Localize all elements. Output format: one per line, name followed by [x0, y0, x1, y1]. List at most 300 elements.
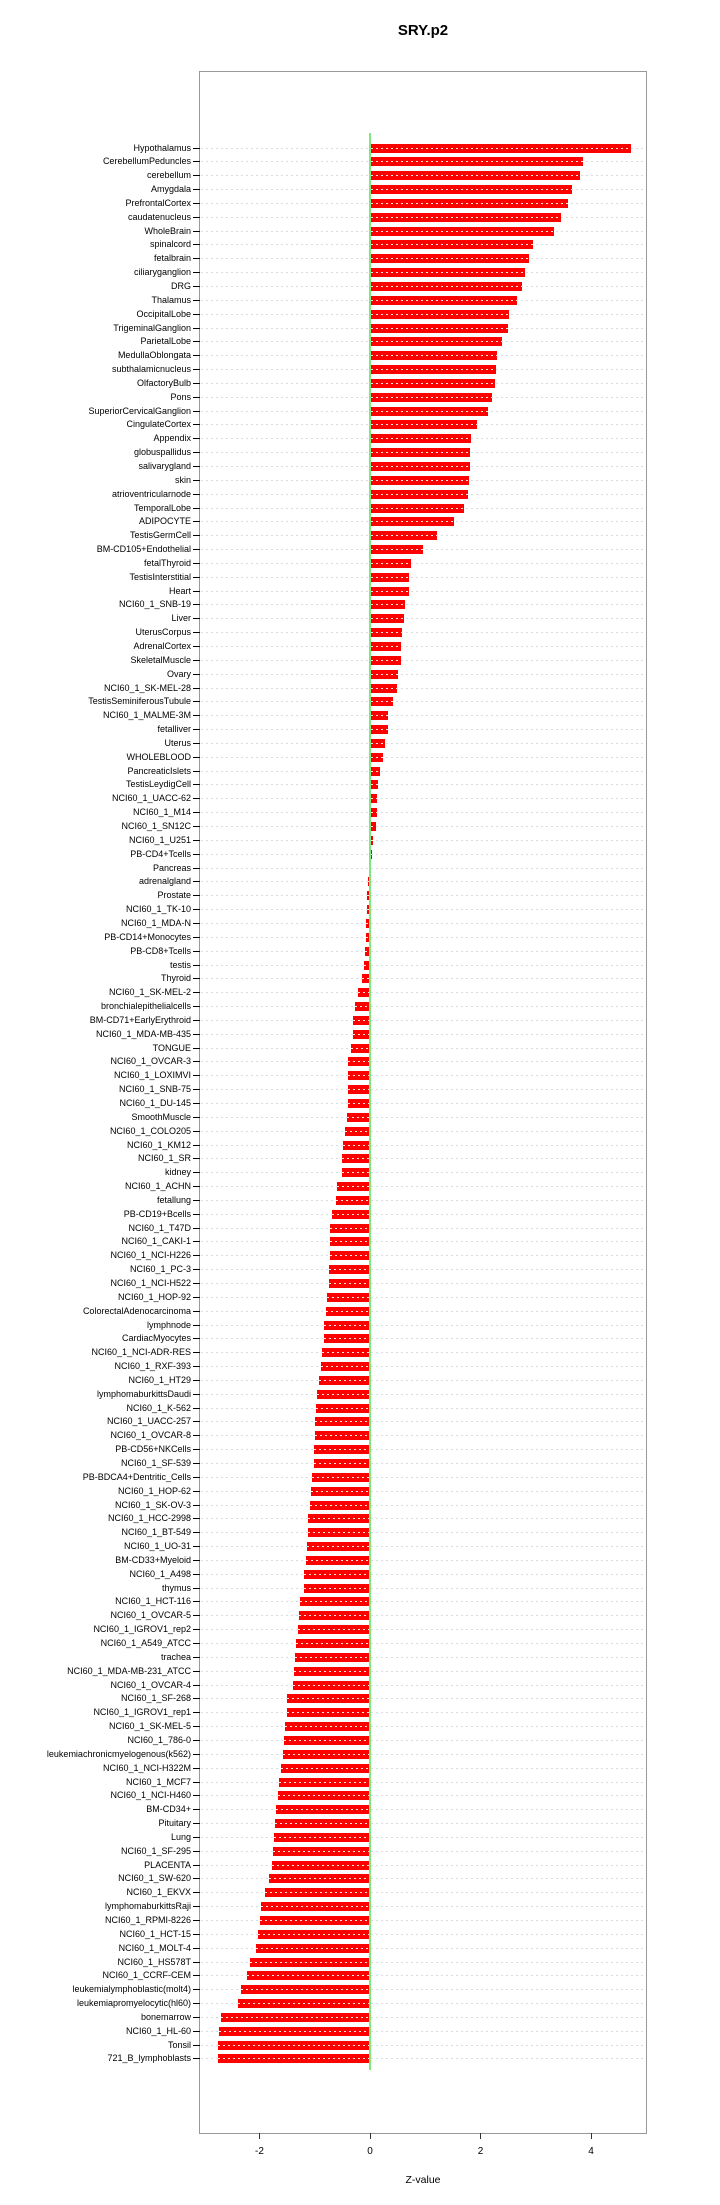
category-label: fetalThyroid [143, 557, 191, 568]
y-axis-tick [193, 1698, 200, 1699]
row-gridline [201, 1837, 645, 1838]
y-axis-tick [193, 1463, 200, 1464]
bar-NCI60_1_KM12 [343, 1141, 369, 1150]
bar-NCI60_1_OVCAR-8 [315, 1431, 369, 1440]
bar-NCI60_1_HL-60 [219, 2027, 369, 2036]
category-label: subthalamicnucleus [111, 364, 191, 375]
category-label: BM-CD71+EarlyErythroid [89, 1014, 191, 1025]
bar-CingulateCortex [371, 420, 477, 429]
category-label: NCI60_1_ACHN [124, 1181, 191, 1192]
row-gridline [201, 1311, 645, 1312]
bar-NCI60_1_NCI-H322M [281, 1764, 369, 1773]
bar-NCI60_1_HT29 [319, 1376, 369, 1385]
row-gridline [201, 812, 645, 813]
chart-title: SRY.p2 [397, 22, 449, 39]
y-axis-tick [193, 1103, 200, 1104]
bar-TONGUE [351, 1044, 369, 1053]
category-label: Tonsil [167, 2039, 191, 2050]
y-axis-tick [193, 1228, 200, 1229]
y-axis-tick [193, 1366, 200, 1367]
y-axis-tick [193, 965, 200, 966]
category-label: NCI60_1_MDA-MB-231_ATCC [67, 1665, 191, 1676]
bar-NCI60_1_PC-3 [329, 1265, 369, 1274]
y-axis-tick [193, 244, 200, 245]
bar-NCI60_1_RXF-393 [321, 1362, 369, 1371]
row-gridline [201, 1006, 645, 1007]
y-axis-tick [193, 383, 200, 384]
bar-BM-CD34+ [276, 1805, 369, 1814]
y-axis-tick [193, 1200, 200, 1201]
category-label: NCI60_1_HOP-62 [117, 1485, 191, 1496]
y-axis-tick [193, 1117, 200, 1118]
y-axis-tick [193, 1906, 200, 1907]
bar-NCI60_1_EKVX [265, 1888, 369, 1897]
bar-OccipitalLobe [371, 310, 509, 319]
y-axis-tick [193, 1601, 200, 1602]
bar-NCI60_1_DU-145 [348, 1099, 369, 1108]
row-gridline [201, 701, 645, 702]
row-gridline [201, 951, 645, 952]
y-axis-tick [193, 203, 200, 204]
y-axis-tick [193, 1158, 200, 1159]
row-gridline [201, 1768, 645, 1769]
y-axis-tick [193, 701, 200, 702]
x-axis-tick [480, 2133, 481, 2139]
category-label: Pituitary [158, 1818, 191, 1829]
bar-Lung [274, 1833, 369, 1842]
category-label: fetallung [156, 1194, 191, 1205]
y-axis-tick [193, 1975, 200, 1976]
bar-atrioventricularnode [371, 490, 468, 499]
y-axis-tick [193, 757, 200, 758]
bar-NCI60_1_UACC-62 [371, 794, 377, 803]
y-axis-tick [193, 411, 200, 412]
bar-NCI60_1_ACHN [337, 1182, 369, 1191]
row-gridline [201, 715, 645, 716]
y-axis-tick [193, 1920, 200, 1921]
y-axis-tick [193, 438, 200, 439]
category-label: bronchialepithelialcells [100, 1001, 191, 1012]
category-label: Thalamus [151, 294, 191, 305]
row-gridline [201, 895, 645, 896]
bar-Hypothalamus [371, 144, 631, 153]
category-label: PB-CD14+Monocytes [104, 931, 191, 942]
y-axis-tick [193, 1020, 200, 1021]
y-axis-tick [193, 466, 200, 467]
y-axis-tick [193, 1892, 200, 1893]
bar-SuperiorCervicalGanglion [371, 407, 488, 416]
row-gridline [201, 1408, 645, 1409]
bar-SkeletalMuscle [371, 656, 401, 665]
row-gridline [201, 1643, 645, 1644]
y-axis-tick [193, 1782, 200, 1783]
bar-NCI60_1_786-0 [284, 1736, 369, 1745]
row-gridline [201, 771, 645, 772]
category-label: NCI60_1_RXF-393 [114, 1361, 191, 1372]
bar-PB-CD19+Bcells [332, 1210, 369, 1219]
bar-PB-CD4+Tcells [371, 850, 372, 859]
row-gridline [201, 1325, 645, 1326]
bar-lymphomaburkittsDaudi [317, 1390, 369, 1399]
x-axis-tick [370, 2133, 371, 2139]
y-axis-tick [193, 1283, 200, 1284]
category-label: NCI60_1_K-562 [126, 1402, 191, 1413]
row-gridline [201, 757, 645, 758]
bar-ADIPOCYTE [371, 517, 454, 526]
y-axis-tick [193, 1311, 200, 1312]
y-axis-tick [193, 2045, 200, 2046]
y-axis-tick [193, 909, 200, 910]
bar-NCI60_1_SK-OV-3 [310, 1501, 369, 1510]
row-gridline [201, 1782, 645, 1783]
y-axis-tick [193, 1214, 200, 1215]
category-label: lymphomaburkittsDaudi [96, 1388, 191, 1399]
row-gridline [201, 978, 645, 979]
y-axis-tick [193, 1962, 200, 1963]
bar-Pituitary [275, 1819, 369, 1828]
category-label: Uterus [164, 737, 191, 748]
y-axis-tick [193, 798, 200, 799]
bar-NCI60_1_K-562 [316, 1404, 369, 1413]
row-gridline [201, 1131, 645, 1132]
category-label: Lung [170, 1831, 191, 1842]
category-label: BM-CD34+ [146, 1804, 191, 1815]
category-label: NCI60_1_HOP-92 [117, 1291, 191, 1302]
y-axis-tick [193, 355, 200, 356]
bar-globuspallidus [371, 448, 470, 457]
row-gridline [201, 1034, 645, 1035]
row-gridline [201, 1809, 645, 1810]
bar-caudatenucleus [371, 213, 561, 222]
y-axis-tick [193, 868, 200, 869]
y-axis-tick [193, 231, 200, 232]
bar-salivarygland [371, 462, 470, 471]
y-axis-tick [193, 895, 200, 896]
category-label: NCI60_1_UO-31 [123, 1541, 191, 1552]
bar-NCI60_1_SF-295 [273, 1847, 369, 1856]
row-gridline [201, 1186, 645, 1187]
y-axis-tick [193, 1629, 200, 1630]
x-axis-tick-label: 4 [588, 2146, 594, 2157]
category-label: PLACENTA [144, 1859, 191, 1870]
row-gridline [201, 1754, 645, 1755]
category-label: CerebellumPeduncles [102, 156, 191, 167]
bar-Tonsil [218, 2041, 369, 2050]
category-label: NCI60_1_SW-620 [118, 1873, 191, 1884]
y-axis-tick [193, 1255, 200, 1256]
category-label: Pancreas [152, 862, 191, 873]
row-gridline [201, 1380, 645, 1381]
y-axis-tick [193, 1145, 200, 1146]
y-axis-tick [193, 1172, 200, 1173]
row-gridline [201, 1518, 645, 1519]
y-axis-tick [193, 258, 200, 259]
bar-subthalamicnucleus [371, 365, 496, 374]
row-gridline [201, 1214, 645, 1215]
y-axis-tick [193, 881, 200, 882]
category-label: TrigeminalGanglion [113, 322, 191, 333]
row-gridline [201, 577, 645, 578]
row-gridline [201, 1020, 645, 1021]
bar-TrigeminalGanglion [371, 324, 508, 333]
bar-Ovary [371, 670, 398, 679]
category-label: NCI60_1_SK-MEL-28 [103, 682, 191, 693]
y-axis-tick [193, 1089, 200, 1090]
category-label: spinalcord [149, 239, 191, 250]
bar-NCI60_1_SR [342, 1154, 369, 1163]
row-gridline [201, 1172, 645, 1173]
row-gridline [201, 604, 645, 605]
x-axis-tick [259, 2133, 260, 2139]
bar-721_B_lymphoblasts [218, 2054, 369, 2063]
category-label: NCI60_1_MOLT-4 [118, 1942, 191, 1953]
category-label: NCI60_1_KM12 [126, 1139, 191, 1150]
y-axis-tick [193, 937, 200, 938]
category-label: TestisInterstitial [129, 571, 191, 582]
category-label: WholeBrain [144, 225, 191, 236]
y-axis-tick [193, 286, 200, 287]
category-label: adrenalgland [138, 876, 191, 887]
row-gridline [201, 1158, 645, 1159]
category-label: NCI60_1_RPMI-8226 [104, 1914, 191, 1925]
y-axis-tick [193, 1380, 200, 1381]
bar-NCI60_1_NCI-H226 [330, 1251, 369, 1260]
category-label: NCI60_1_MDA-N [120, 917, 191, 928]
row-gridline [201, 923, 645, 924]
bar-DRG [371, 282, 522, 291]
category-label: NCI60_1_PC-3 [129, 1264, 191, 1275]
category-label: PancreaticIslets [127, 765, 191, 776]
category-label: MedullaOblongata [117, 350, 191, 361]
category-label: NCI60_1_U251 [128, 834, 191, 845]
bar-PB-CD56+NKCells [314, 1445, 369, 1454]
category-label: NCI60_1_786-0 [127, 1734, 191, 1745]
y-axis-tick [193, 424, 200, 425]
bar-spinalcord [371, 240, 533, 249]
bar-NCI60_1_SK-MEL-5 [285, 1722, 369, 1731]
category-label: NCI60_1_SK-OV-3 [114, 1499, 191, 1510]
y-axis-tick [193, 2058, 200, 2059]
category-label: Pons [170, 391, 191, 402]
y-axis-tick [193, 1795, 200, 1796]
row-gridline [201, 632, 645, 633]
category-label: PrefrontalCortex [125, 197, 191, 208]
row-gridline [201, 1048, 645, 1049]
bar-NCI60_1_SK-MEL-28 [371, 684, 397, 693]
category-label: Liver [171, 613, 191, 624]
category-label: NCI60_1_A498 [129, 1568, 191, 1579]
y-axis-tick [193, 1131, 200, 1132]
y-axis-tick [193, 577, 200, 578]
category-label: BM-CD105+Endothelial [96, 544, 191, 555]
category-label: DRG [171, 280, 191, 291]
bar-bronchialepithelialcells [355, 1002, 369, 1011]
category-label: salivarygland [138, 460, 191, 471]
category-label: NCI60_1_HT29 [128, 1374, 191, 1385]
bar-NCI60_1_COLO205 [345, 1127, 369, 1136]
y-axis-tick [193, 1075, 200, 1076]
category-label: AdrenalCortex [133, 641, 191, 651]
category-label: ciliaryganglion [133, 267, 191, 278]
category-label: lymphomaburkittsRaji [104, 1901, 191, 1912]
category-label: NCI60_1_SN12C [121, 821, 191, 832]
bar-PancreaticIslets [371, 767, 380, 776]
y-axis-tick [193, 1560, 200, 1561]
row-gridline [201, 784, 645, 785]
bar-fetallung [336, 1196, 369, 1205]
y-axis-tick [193, 1352, 200, 1353]
row-gridline [201, 1574, 645, 1575]
y-axis-tick [193, 978, 200, 979]
row-gridline [201, 909, 645, 910]
category-label: NCI60_1_SK-MEL-5 [108, 1721, 191, 1732]
bar-fetalThyroid [371, 559, 411, 568]
row-gridline [201, 1685, 645, 1686]
y-axis-tick [193, 951, 200, 952]
category-label: ADIPOCYTE [138, 516, 191, 527]
bar-NCI60_1_LOXIMVI [348, 1071, 369, 1080]
bar-Thalamus [371, 296, 517, 305]
row-gridline [201, 1560, 645, 1561]
row-gridline [201, 1477, 645, 1478]
row-gridline [201, 1089, 645, 1090]
category-label: NCI60_1_HCT-116 [115, 1596, 191, 1607]
category-label: NCI60_1_LOXIMVI [113, 1070, 191, 1081]
row-gridline [201, 854, 645, 855]
category-label: leukemiachronicmyelogenous(k562) [46, 1748, 191, 1759]
y-axis-tick [193, 826, 200, 827]
row-gridline [201, 1546, 645, 1547]
bar-CardiacMyocytes [324, 1334, 369, 1343]
category-label: NCI60_1_M14 [132, 807, 191, 818]
category-label: CardiacMyocytes [121, 1333, 191, 1344]
row-gridline [201, 1698, 645, 1699]
row-gridline [201, 1740, 645, 1741]
category-label: bonemarrow [140, 2011, 191, 2022]
y-axis-tick [193, 646, 200, 647]
row-gridline [201, 1117, 645, 1118]
category-label: kidney [164, 1167, 191, 1178]
category-label: TestisGermCell [129, 530, 191, 541]
y-axis-tick [193, 674, 200, 675]
y-axis-tick [193, 1505, 200, 1506]
y-axis-tick [193, 2031, 200, 2032]
bar-NCI60_1_U251 [371, 836, 373, 845]
y-axis-tick [193, 660, 200, 661]
bar-NCI60_1_HOP-92 [327, 1293, 369, 1302]
category-label: trachea [160, 1651, 191, 1662]
y-axis-tick [193, 480, 200, 481]
category-label: NCI60_1_SNB-75 [118, 1084, 191, 1095]
row-gridline [201, 826, 645, 827]
bar-fetalbrain [371, 254, 529, 263]
row-gridline [201, 1505, 645, 1506]
y-axis-tick [193, 1865, 200, 1866]
y-axis-tick [193, 1532, 200, 1533]
bar-TestisLeydigCell [371, 780, 378, 789]
category-label: NCI60_1_SR [137, 1153, 191, 1164]
y-axis-tick [193, 314, 200, 315]
y-axis-tick [193, 328, 200, 329]
y-axis-tick [193, 1034, 200, 1035]
row-gridline [201, 1629, 645, 1630]
bar-Liver [371, 614, 404, 623]
y-axis-tick [193, 1823, 200, 1824]
y-axis-tick [193, 618, 200, 619]
category-label: PB-CD8+Tcells [130, 945, 191, 956]
category-label: NCI60_1_SK-MEL-2 [108, 987, 191, 998]
category-label: NCI60_1_TK-10 [125, 904, 191, 915]
y-axis-tick [193, 1408, 200, 1409]
row-gridline [201, 1394, 645, 1395]
zero-line [369, 133, 371, 2070]
row-gridline [201, 992, 645, 993]
category-label: NCI60_1_IGROV1_rep2 [93, 1624, 191, 1635]
bar-leukemialymphoblastic(molt4) [241, 1985, 369, 1994]
category-label: SkeletalMuscle [130, 654, 191, 665]
category-label: SmoothMuscle [131, 1111, 191, 1122]
bar-NCI60_1_SNB-19 [371, 600, 405, 609]
y-axis-tick [193, 1726, 200, 1727]
row-gridline [201, 591, 645, 592]
row-gridline [201, 1449, 645, 1450]
category-label: NCI60_1_SF-295 [120, 1845, 191, 1856]
y-axis-tick [193, 535, 200, 536]
y-axis-tick [193, 521, 200, 522]
bar-Heart [371, 587, 409, 596]
category-label: TestisSeminiferousTubule [88, 696, 191, 707]
y-axis-tick [193, 923, 200, 924]
row-gridline [201, 646, 645, 647]
bar-AdrenalCortex [371, 642, 401, 651]
bar-PLACENTA [272, 1861, 369, 1870]
bar-NCI60_1_OVCAR-3 [348, 1057, 369, 1066]
y-axis-tick [193, 715, 200, 716]
y-axis-tick [193, 1435, 200, 1436]
x-axis-tick-label: 0 [367, 2146, 373, 2157]
row-gridline [201, 563, 645, 564]
bar-NCI60_1_HOP-62 [311, 1487, 369, 1496]
row-gridline [201, 798, 645, 799]
row-gridline [201, 1103, 645, 1104]
y-axis-tick [193, 1948, 200, 1949]
category-label: NCI60_1_HL-60 [125, 2025, 191, 2036]
row-gridline [201, 1795, 645, 1796]
category-label: NCI60_1_DU-145 [119, 1097, 191, 1108]
y-axis-tick [193, 1809, 200, 1810]
bar-NCI60_1_NCI-H522 [329, 1279, 369, 1288]
y-axis-tick [193, 1061, 200, 1062]
y-axis-tick [193, 854, 200, 855]
y-axis-tick [193, 840, 200, 841]
category-label: WHOLEBLOOD [126, 751, 191, 762]
category-label: UterusCorpus [135, 627, 191, 638]
row-gridline [201, 1657, 645, 1658]
y-axis-tick [193, 1851, 200, 1852]
bar-SmoothMuscle [347, 1113, 369, 1122]
bar-NCI60_1_UACC-257 [315, 1417, 369, 1426]
bar-BM-CD71+EarlyErythroid [353, 1016, 369, 1025]
bar-NCI60_1_SK-MEL-2 [358, 988, 369, 997]
category-label: NCI60_1_COLO205 [109, 1125, 191, 1136]
category-label: leukemialymphoblastic(molt4) [72, 1984, 191, 1995]
category-label: atrioventricularnode [111, 488, 191, 499]
y-axis-tick [193, 1241, 200, 1242]
y-axis-tick [193, 563, 200, 564]
category-label: skin [174, 474, 191, 485]
y-axis-tick [193, 1546, 200, 1547]
bar-NCI60_1_SW-620 [269, 1874, 369, 1883]
